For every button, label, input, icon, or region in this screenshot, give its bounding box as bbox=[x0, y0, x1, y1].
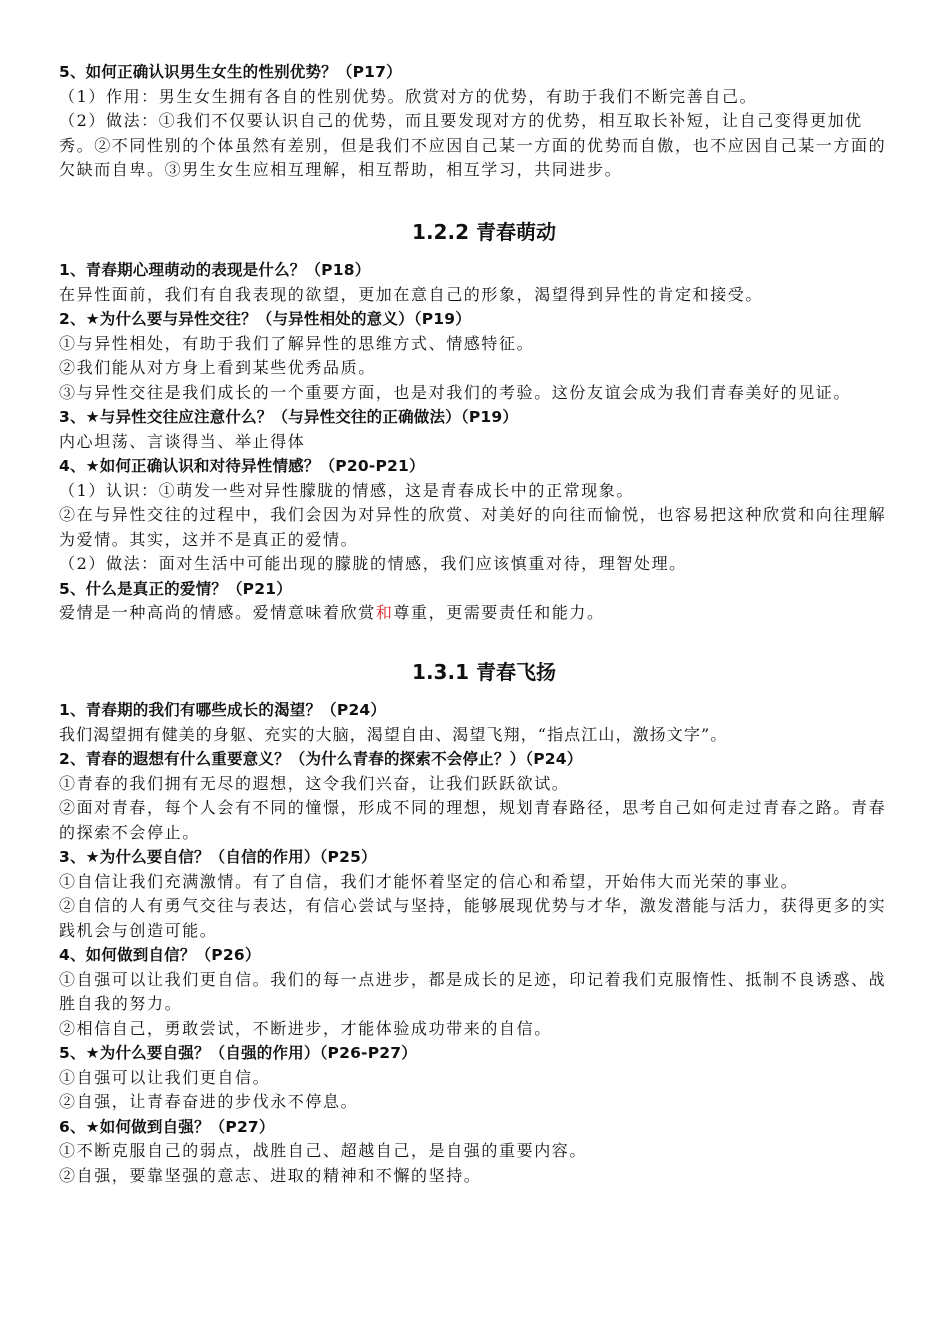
question-heading: 1、青春期心理萌动的表现是什么？（P18） bbox=[59, 261, 371, 279]
question-heading: 3、★与异性交往应注意什么？（与异性交往的正确做法）（P19） bbox=[59, 408, 519, 426]
document-page bbox=[59, 60, 893, 1188]
answer-text: 我们渴望拥有健美的身躯、充实的大脑，渴望自由、渴望飞翔，“指点江山，激扬文字”。 bbox=[59, 724, 728, 744]
section-1-2-2 bbox=[59, 258, 893, 626]
section-intro bbox=[59, 60, 893, 183]
answer-text: ①与异性相处，有助于我们了解异性的思维方式、情感特征。 ②我们能从对方身上看到某些优秀品质。 ③与异性交往是我们成长的一个重要方面，也是对我们的考验。这份友谊会成为我们青春美好的见证。 bbox=[59, 333, 852, 402]
answer-text: （1）认识：①萌发一些对异性朦胧的情感，这是青春成长中的正常现象。 ②在与异性交往的过程中，我们会因为对异性的欣赏、对美好的向往而愉悦，也容易把这种欣赏和向往理解为爱情。其实，这并不是真正的爱情。 （2）做法：面对生活中可能出现的朦胧的情感，我们应该慎重对待，理智处理。 bbox=[59, 480, 887, 573]
answer-text: 在异性面前，我们有自我表现的欲望，更加在意自己的形象，渴望得到异性的肯定和接受。 bbox=[59, 284, 764, 304]
answer-line: （1）作用：男生女生拥有各自的性别优势。欣赏对方的优势，有助于我们不断完善自己。 bbox=[59, 86, 758, 106]
question-heading: 4、如何做到自信？（P26） bbox=[59, 946, 261, 964]
section-title: 1.2.2 青春萌动 bbox=[412, 219, 556, 244]
answer-text: ①不断克服自己的弱点，战胜自己、超越自己，是自强的重要内容。 ②自强，要靠坚强的意志、进取的精神和不懈的坚持。 bbox=[59, 1141, 588, 1185]
question-heading: 5、如何正确认识男生女生的性别优势？（P17） bbox=[59, 63, 402, 81]
answer-text: ①自信让我们充满激情。有了自信，我们才能怀着坚定的信心和希望，开始伟大而光荣的事业。 ②自信的人有勇气交往与表达，有信心尝试与坚持，能够展现优势与才华，激发潜能与活力，获得更多的实践机会与创造可能。 bbox=[59, 871, 887, 940]
question-heading: 4、★如何正确认识和对待异性情感？（P20-P21） bbox=[59, 457, 425, 475]
answer-part: 尊重，更需要责任和能力。 bbox=[393, 603, 605, 622]
answer-text: ①自强可以让我们更自信。 ②自强，让青春奋进的步伐永不停息。 bbox=[59, 1067, 359, 1111]
answer-line: （2）做法：①我们不仅要认识自己的优势，而且要发现对方的优势，相互取长补短，让自己变得更加优秀。②不同性别的个体虽然有差别，但是我们不应因自己某一方面的优势而自傲，也不应因自己某一方面的欠缺而自卑。③男生女生应相互理解，相互帮助，相互学习，共同进步。 bbox=[59, 111, 887, 179]
answer-text: ①青春的我们拥有无尽的遐想，这令我们兴奋，让我们跃跃欲试。 ②面对青春，每个人会有不同的憧憬，形成不同的理想，规划青春路径，思考自己如何走过青春之路。青春的探索不会停止。 bbox=[59, 773, 887, 842]
answer-text: 内心坦荡、言谈得当、举止得体 bbox=[59, 431, 306, 451]
section-title: 1.3.1 青春飞扬 bbox=[412, 659, 556, 684]
answer-part: 爱情是一种高尚的情感。爱情意味着欣赏 bbox=[59, 603, 376, 622]
question-heading: 3、★为什么要自信？（自信的作用）（P25） bbox=[59, 848, 377, 866]
question-heading: 5、★为什么要自强？（自强的作用）（P26-P27） bbox=[59, 1044, 417, 1062]
answer-text bbox=[59, 601, 893, 626]
answer-text: ①自强可以让我们更自信。我们的每一点进步，都是成长的足迹，印记着我们克服惰性、抵制不良诱惑、战胜自我的努力。 ②相信自己，勇敢尝试，不断进步，才能体验成功带来的自信。 bbox=[59, 969, 887, 1038]
question-heading: 2、★为什么要与异性交往？（与异性相处的意义）（P19） bbox=[59, 310, 471, 328]
question-heading: 6、★如何做到自强？（P27） bbox=[59, 1117, 275, 1136]
question-heading: 5、什么是真正的爱情？（P21） bbox=[59, 579, 292, 598]
question-heading: 2、青春的遐想有什么重要意义？（为什么青春的探索不会停止？）（P24） bbox=[59, 750, 583, 768]
question-heading: 1、青春期的我们有哪些成长的渴望？（P24） bbox=[59, 701, 387, 719]
section-1-3-1 bbox=[59, 698, 893, 1188]
highlighted-char: 和 bbox=[375, 603, 394, 622]
